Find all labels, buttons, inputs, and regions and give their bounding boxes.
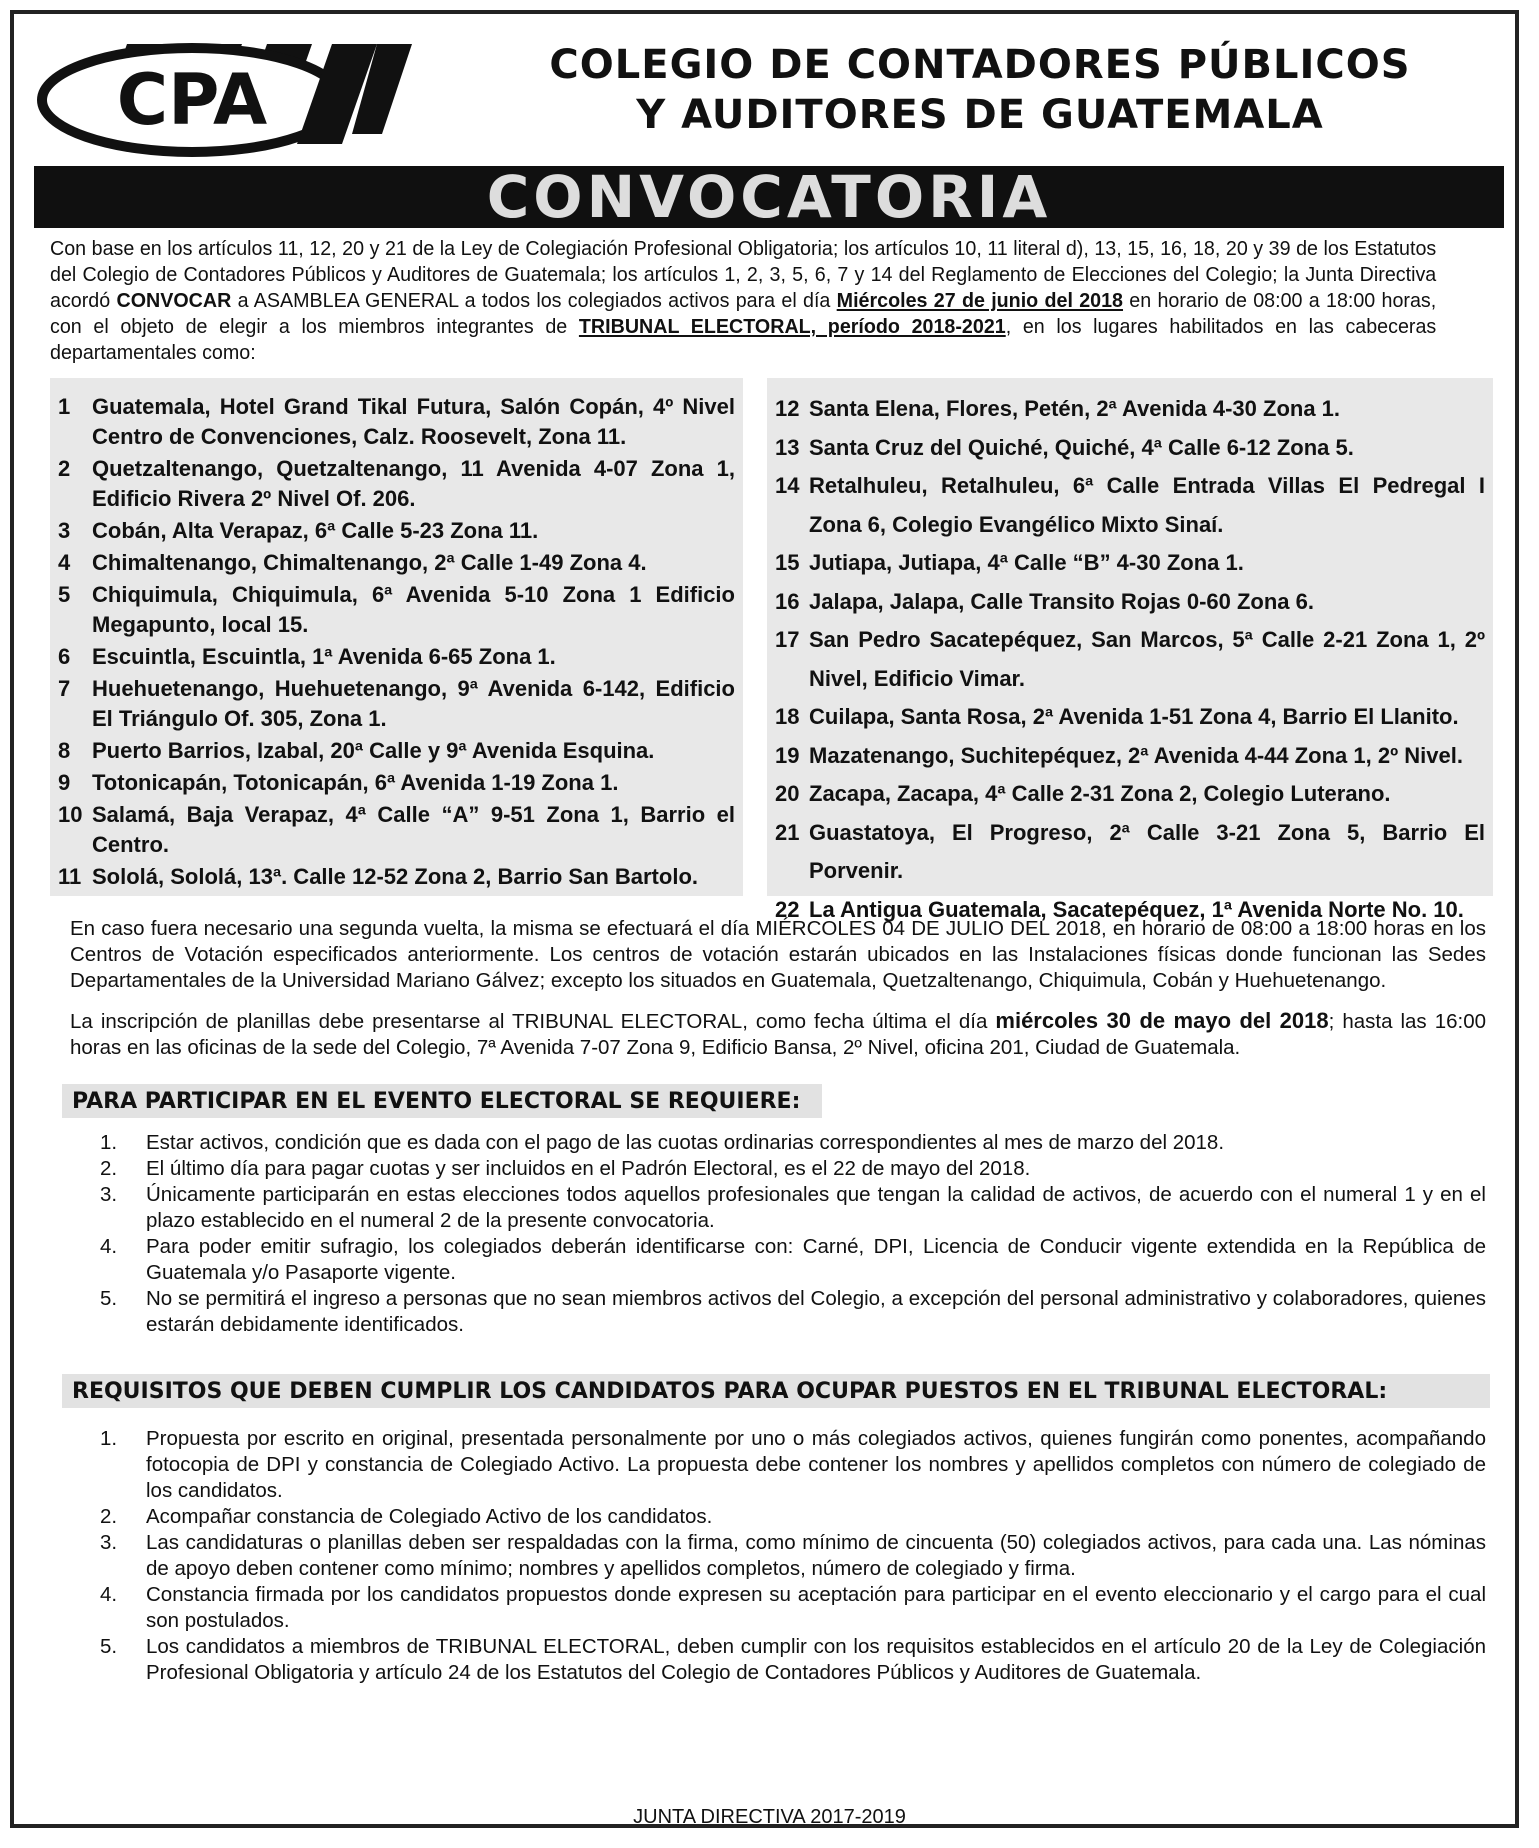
list-item-number: 3.: [100, 1531, 118, 1554]
list-item: [100, 1182, 1486, 1234]
location-text: La Antigua Guatemala, Sacatepéquez, 1ª Avenida Norte No. 10.: [809, 896, 1464, 922]
list-item-number: 1.: [100, 1131, 118, 1154]
location-text: Santa Elena, Flores, Petén, 2ª Avenida 4-30 Zona 1.: [809, 396, 1341, 421]
intro-convocar: CONVOCAR: [116, 289, 232, 312]
banner-title: CONVOCATORIA: [486, 163, 1052, 231]
location-item: [775, 737, 1485, 776]
location-text: Cuilapa, Santa Rosa, 2ª Avenida 1-51 Zona 4, Barrio El Llanito.: [809, 704, 1459, 729]
organization-title: [440, 40, 1520, 140]
location-number: 9: [58, 770, 71, 795]
list-item: [100, 1426, 1486, 1504]
location-text: Totonicapán, Totonicapán, 6ª Avenida 1-19 Zona 1.: [92, 770, 619, 795]
list-item: [100, 1530, 1486, 1582]
intro-text-1: Con base en los artículos 11, 12, 20 y 21 de la Ley de Colegiación Profesional Obligatoria; los artículos 10, 11 literal d), 13, 15, 16, 18, 20 y 39 de los Estatutos del Colegio de Contadores Públicos y Auditores de Guatemala; los artículos 1, 2, 3, 5, 6, 7 y 14 del Reglamento de Elecciones del Colegio; la Junta Directiva acordó: [50, 237, 1437, 312]
list-item: [100, 1156, 1486, 1182]
location-number: 4: [58, 550, 71, 575]
location-number: 17: [775, 627, 800, 652]
location-item: [58, 580, 735, 640]
list-item-text: Constancia firmada por los candidatos propuestos donde expresen su aceptación para participar en el evento eleccionario y el cargo para el cual son postulados.: [146, 1583, 1486, 1632]
location-number: 11: [58, 864, 82, 889]
location-text: Guastatoya, El Progreso, 2ª Calle 3-21 Zona 5, Barrio El Porvenir.: [809, 819, 1485, 883]
list-item-text: Estar activos, condición que es dada con el pago de las cuotas ordinarias correspondientes al mes de marzo del 2018.: [146, 1131, 1225, 1154]
location-text: Chiquimula, Chiquimula, 6ª Avenida 5-10 Zona 1 Edificio Megapunto, local 15.: [92, 582, 735, 637]
intro-text-3: en horario de 08:00 a 18:00 horas, con el objeto de elegir a los miembros integrantes de: [50, 289, 1437, 338]
list-item: [100, 1582, 1486, 1634]
location-item: [58, 392, 735, 452]
location-text: Huehuetenango, Huehuetenango, 9ª Avenida 6-142, Edificio El Triángulo Of. 305, Zona 1.: [92, 676, 735, 731]
list-item-text: Únicamente participarán en estas elecciones todos aquellos profesionales que tengan la calidad de activos, de acuerdo con el numeral 1 y en el plazo establecido en el numeral 2 de la presente convocatoria.: [146, 1183, 1486, 1232]
location-number: 14: [775, 473, 800, 498]
location-item: [775, 429, 1485, 468]
location-text: Cobán, Alta Verapaz, 6ª Calle 5-23 Zona 11.: [92, 518, 539, 543]
org-title-line1: COLEGIO DE CONTADORES PÚBLICOS: [549, 42, 1411, 88]
location-item: [58, 454, 735, 514]
location-item: [775, 583, 1485, 622]
location-item: [775, 698, 1485, 737]
location-text: Guatemala, Hotel Grand Tikal Futura, Salón Copán, 4º Nivel Centro de Convenciones, Calz. Roosevelt, Zona 11.: [92, 394, 735, 449]
list-item-text: Propuesta por escrito en original, presentada personalmente por uno o más colegiados activos, quienes fungirán como ponentes, acompañando fotocopia de DPI y constancia de Colegiado Activo. La propuesta debe contener los nombres y apellidos completos con número de colegiado de los candidatos.: [146, 1427, 1486, 1502]
location-item: [58, 548, 735, 578]
locations-right-column: [767, 378, 1493, 922]
cpa-logo: [32, 24, 412, 164]
location-text: Zacapa, Zacapa, 4ª Calle 2-31 Zona 2, Colegio Luterano.: [809, 781, 1391, 806]
registration-date: miércoles 30 de mayo del 2018: [995, 1008, 1329, 1033]
intro-text-4: , en los lugares habilitados en las cabeceras departamentales como:: [50, 315, 1437, 364]
registration-text-2: ; hasta las 16:00 horas en las oficinas de la sede del Colegio, 7ª Avenida 7-07 Zona 9, Edificio Bansa, 2º Nivel, oficina 201, Ciudad de Guatemala.: [70, 1010, 1486, 1059]
location-number: 6: [58, 644, 71, 669]
location-number: 20: [775, 781, 800, 806]
list-item: [100, 1634, 1486, 1686]
registration-paragraph: [70, 1008, 1486, 1061]
location-item: [775, 775, 1485, 814]
org-title-line2: Y AUDITORES DE GUATEMALA: [636, 92, 1324, 138]
candidates-heading: REQUISITOS QUE DEBEN CUMPLIR LOS CANDIDATOS PARA OCUPAR PUESTOS EN EL TRIBUNAL ELECTORAL:: [62, 1374, 1490, 1408]
list-item: [100, 1286, 1486, 1338]
location-item: [58, 516, 735, 546]
list-item: [100, 1234, 1486, 1286]
location-text: San Pedro Sacatepéquez, San Marcos, 5ª Calle 2-21 Zona 1, 2º Nivel, Edificio Vimar.: [809, 627, 1485, 691]
location-item: [58, 736, 735, 766]
location-item: [58, 674, 735, 734]
location-number: 2: [58, 456, 71, 481]
location-item: [775, 814, 1485, 891]
intro-text-2: a ASAMBLEA GENERAL a todos los colegiados activos para el día: [237, 289, 831, 312]
list-item: [100, 1504, 1486, 1530]
location-item: [775, 621, 1485, 698]
location-text: Santa Cruz del Quiché, Quiché, 4ª Calle 6-12 Zona 5.: [809, 434, 1354, 460]
locations-left-column: [50, 378, 743, 896]
intro-tribunal: TRIBUNAL ELECTORAL, período 2018-2021: [578, 315, 1006, 338]
location-number: 19: [775, 742, 800, 768]
location-number: 3: [58, 518, 71, 543]
location-text: Jalapa, Jalapa, Calle Transito Rojas 0-60 Zona 6.: [809, 588, 1314, 614]
location-number: 22: [775, 896, 800, 922]
list-item: [100, 1130, 1486, 1156]
list-item-number: 2.: [100, 1505, 118, 1528]
candidates-list: [100, 1426, 1486, 1686]
convocatoria-banner: [34, 163, 1504, 231]
list-item-number: 5.: [100, 1635, 118, 1658]
second-round-paragraph: En caso fuera necesario una segunda vuelta, la misma se efectuará el día MIÉRCOLES 04 DE JULIO DEL 2018, en horario de 08:00 a 18:00 horas en los Centros de Votación especificados anteriormente. Los centros de votación estarán ubicados en las Instalaciones físicas donde funcionan las Sedes Departamentales de la Universidad Mariano Gálvez; excepto los situados en Guatemala, Quetzaltenango, Chiquimula, Cobán y Huehuetenango.: [70, 917, 1486, 992]
location-item: [775, 390, 1485, 429]
location-text: Quetzaltenango, Quetzaltenango, 11 Avenida 4-07 Zona 1, Edificio Rivera 2º Nivel Of. 206.: [92, 456, 735, 511]
location-item: [58, 768, 735, 798]
list-item-number: 2.: [100, 1157, 118, 1180]
participation-heading: PARA PARTICIPAR EN EL EVENTO ELECTORAL SE REQUIERE:: [62, 1084, 822, 1118]
list-item-text: Para poder emitir sufragio, los colegiados deberán identificarse con: Carné, DPI, Licencia de Conducir vigente extendida en la República de Guatemala y/o Pasaporte vigente.: [146, 1235, 1486, 1284]
intro-date: Miércoles 27 de junio del 2018: [836, 289, 1124, 312]
location-text: Chimaltenango, Chimaltenango, 2ª Calle 1-49 Zona 4.: [92, 550, 647, 575]
location-item: [58, 862, 735, 892]
intro-paragraph: [50, 236, 1436, 366]
location-text: Puerto Barrios, Izabal, 20ª Calle y 9ª Avenida Esquina.: [92, 738, 655, 763]
list-item-text: No se permitirá el ingreso a personas que no sean miembros activos del Colegio, a excepción del personal administrativo y colaboradores, quienes estarán debidamente identificados.: [146, 1287, 1486, 1336]
location-text: Sololá, Sololá, 13ª. Calle 12-52 Zona 2, Barrio San Bartolo.: [92, 864, 698, 889]
registration-text-1: La inscripción de planillas debe presentarse al TRIBUNAL ELECTORAL, como fecha última el día: [70, 1010, 988, 1033]
logo-text: CPA: [116, 59, 268, 141]
location-text: Salamá, Baja Verapaz, 4ª Calle “A” 9-51 Zona 1, Barrio el Centro.: [92, 802, 735, 857]
location-number: 21: [775, 819, 800, 845]
location-text: Escuintla, Escuintla, 1ª Avenida 6-65 Zona 1.: [92, 644, 556, 669]
location-number: 12: [775, 396, 800, 421]
location-item: [775, 544, 1485, 583]
location-number: 1: [58, 394, 71, 419]
list-item-text: El último día para pagar cuotas y ser incluidos en el Padrón Electoral, es el 22 de mayo del 2018.: [146, 1157, 1031, 1180]
location-item: [58, 800, 735, 860]
location-text: Jutiapa, Jutiapa, 4ª Calle “B” 4-30 Zona 1.: [809, 550, 1244, 575]
participation-list: [100, 1130, 1486, 1338]
list-item-number: 5.: [100, 1287, 118, 1310]
footer-signature: JUNTA DIRECTIVA 2017-2019: [633, 1806, 906, 1828]
location-number: 13: [775, 434, 800, 460]
list-item-text: Las candidaturas o planillas deben ser respaldadas con la firma, como mínimo de cincuenta (50) colegiados activos, para cada una. Las nóminas de apoyo deben contener como mínimo; nombres y apellidos completos, número de colegiado y firma.: [146, 1531, 1486, 1580]
list-item-text: Los candidatos a miembros de TRIBUNAL ELECTORAL, deben cumplir con los requisitos establecidos en el artículo 20 de la Ley de Colegiación Profesional Obligatoria y artículo 24 de los Estatutos del Colegio de Contadores Públicos y Auditores de Guatemala.: [146, 1635, 1486, 1684]
location-text: Retalhuleu, Retalhuleu, 6ª Calle Entrada Villas El Pedregal I Zona 6, Colegio Evangélico Mixto Sinaí.: [809, 473, 1485, 537]
location-number: 10: [58, 802, 83, 827]
list-item-number: 3.: [100, 1183, 118, 1206]
list-item-text: Acompañar constancia de Colegiado Activo de los candidatos.: [146, 1505, 713, 1528]
location-item: [58, 642, 735, 672]
list-item-number: 1.: [100, 1427, 118, 1450]
location-number: 7: [58, 676, 71, 701]
list-item-number: 4.: [100, 1235, 118, 1258]
location-number: 15: [775, 550, 800, 575]
location-number: 18: [775, 704, 800, 729]
list-item-number: 4.: [100, 1583, 118, 1606]
location-number: 16: [775, 588, 800, 614]
location-number: 8: [58, 738, 71, 763]
location-number: 5: [58, 582, 71, 607]
location-item: [775, 467, 1485, 544]
location-text: Mazatenango, Suchitepéquez, 2ª Avenida 4-44 Zona 1, 2º Nivel.: [809, 742, 1463, 768]
